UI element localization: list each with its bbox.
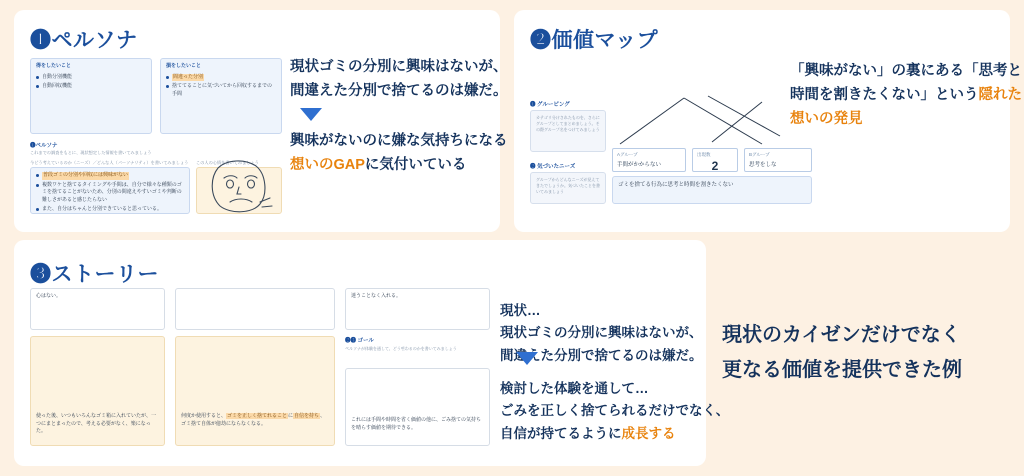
value-map-group-a (612, 148, 686, 172)
story-highlight-1: ゴミを正しく捨てれること (227, 413, 288, 419)
value-map-note (790, 60, 1022, 132)
story-top-card (345, 288, 490, 330)
story-note-2-accent: 成長する (621, 425, 676, 441)
bullet-dot-icon (36, 184, 39, 187)
story-note-1-head: 現状… (500, 303, 541, 318)
persona-detail-item-label: 複数ワケと捨てるタイミングや手間は、自分で様々な種類のゴミを捨てることがないため、分別の間違えやすいゴミや判断の難しさがあると感じたらない (42, 181, 182, 203)
story-bottom-card-spacer (36, 341, 159, 413)
value-map-needs-head: ❷ 気づいたニーズ (530, 164, 576, 170)
persona-detail-item (36, 182, 184, 205)
persona-arrow-icon (300, 108, 322, 121)
value-map-connector-lines (612, 92, 792, 152)
story-bottom-card-text: 何度か使用すると、ゴミを正しく捨てれることに自信を持ち、ゴミ捨て自体が億劫にならなくなる。 (181, 413, 326, 427)
persona-want-item (36, 74, 146, 82)
value-map-note-line2 (790, 84, 1022, 108)
value-map-needs-card (612, 176, 812, 204)
value-map-needs-text: ゴミを捨てる行為に思考と時間を割きたくない (618, 182, 734, 188)
persona-note-1-line1: 現状ゴミの分別に興味はないが、 (290, 59, 508, 75)
story-goal-head: ❷❸ ゴール (345, 338, 374, 344)
bullet-dot-icon (36, 208, 39, 211)
story-note-2-rest: 自信が持てるように (500, 425, 622, 441)
value-map-group-b-head: Bグループ (749, 152, 770, 157)
persona-face-sketch-icon (200, 158, 280, 216)
value-map-note-line3: 想いの発見 (790, 110, 863, 127)
value-map-group-a-head: Aグループ (617, 152, 638, 157)
story-bottom-card (30, 336, 165, 446)
value-map-count-head: 出現数 (697, 152, 711, 157)
value-map-needs-body: グループからどんなニーズが見えてきたでしょうか。気づいたことを書いてみましょう (536, 177, 600, 194)
story-bottom-card-spacer (351, 373, 484, 417)
story-top-card (30, 288, 165, 330)
persona-detail-sub: これまでの調査をもとに、現状想定した情報を書いてみましょう (30, 150, 152, 155)
persona-avoid-item-label: 間違った分別 (173, 73, 204, 80)
persona-note-2-accent: 想いのGAP (290, 156, 365, 173)
summary-line2: 更なる価値を提供できた例 (722, 359, 962, 381)
value-map-group-b-label: 思考をしな (749, 162, 777, 168)
story-bottom-card-spacer (181, 341, 329, 413)
persona-want-item-label: 自動回収機能 (42, 83, 73, 89)
story-top-card (175, 288, 335, 330)
story-highlight-2: 自信を持ち (294, 413, 320, 419)
persona-avoid-item (166, 83, 276, 98)
story-note-2-line2 (500, 423, 729, 445)
story-arrow-icon (516, 352, 538, 365)
story-note-2-line1: ごみを正しく捨てられるだけでなく、 (500, 403, 730, 419)
persona-note-2-line1: 興味がないのに嫌な気持ちになる (290, 133, 508, 149)
persona-avoid-item (166, 74, 276, 82)
story-note-2-head: 検討した体験を通して… (500, 381, 649, 396)
persona-detail-card (30, 167, 190, 214)
persona-detail-col-left-head: 今どう考えているのか（ニーズ）／どんな人（パーソナリティ）を書いてみましょう (30, 160, 189, 165)
summary-note (722, 318, 962, 388)
persona-panel-title: ❶ペルソナ (30, 29, 138, 52)
value-map-note-line2-rest: 時間を割きたくない」という (790, 86, 979, 103)
value-map-grouping-body: カテゴリ分けされたものを、さらにグループとしてまとめましょう。その際グループ名をつけてみましょう (536, 115, 600, 132)
persona-note-2-rest: に気付いている (364, 156, 467, 173)
story-top-card-text: 心はない。 (36, 293, 62, 299)
value-map-note-accent: 隠れた (978, 86, 1022, 103)
bullet-dot-icon (36, 85, 39, 88)
persona-want-card (30, 58, 152, 134)
persona-detail-item (36, 206, 184, 214)
story-top-card-text: 迷うことなく入れる。 (351, 293, 402, 299)
value-map-needs-desc (530, 172, 606, 204)
value-map-count-value: 2 (711, 159, 719, 173)
bullet-dot-icon (166, 85, 169, 88)
value-map-panel-title: ❷価値マップ (530, 29, 659, 52)
bullet-dot-icon (36, 174, 39, 177)
persona-note-1 (290, 56, 508, 104)
persona-avoid-item-label: 捨ててることに気づいてから回収するまでの手間 (172, 83, 273, 97)
persona-detail-item-label: 普段ゴミの分別や回収には興味がない (43, 172, 129, 178)
story-bottom-card-text: これには手間や時間を省く価値の他に、ごみ捨ての気持ちを晴らす価値を期待できる。 (351, 417, 482, 431)
story-note-2 (500, 378, 729, 445)
bullet-dot-icon (36, 76, 39, 79)
story-bottom-card-text: 使った後、いつもいろんなゴミ箱に入れていたが、一つにまとまったので、考える必要がなく、楽になった。 (36, 413, 157, 434)
bullet-dot-icon (166, 76, 169, 79)
story-note-1-line1: 現状ゴミの分別に興味はないが、 (500, 325, 703, 341)
value-map-grouping-head: ❶ グルーピング (530, 102, 570, 108)
persona-detail-col-right-head: この人の心情を書いてみましょう (196, 160, 259, 165)
value-map-group-b (744, 148, 812, 172)
persona-note-2-line2 (290, 154, 508, 178)
value-map-grouping-desc (530, 110, 606, 152)
value-map-count (692, 148, 738, 172)
story-goal-body: ペルソナが体験を通して、どう변わるのかを書いてみましょう (345, 346, 457, 351)
persona-note-2 (290, 130, 508, 178)
value-map-note-line1: 「興味がない」の裏にある「思考と (790, 63, 1022, 79)
persona-avoid-head: 損をしたいこと (166, 63, 202, 69)
persona-want-head: 得をしたいこと (36, 63, 72, 69)
story-note-1-line2: 間違えた分別で捨てるのは嫌だ。 (500, 347, 703, 363)
summary-line1: 現状のカイゼンだけでなく (722, 324, 961, 346)
value-map-group-a-label: 手間がかからない (617, 162, 662, 168)
persona-want-item (36, 83, 146, 91)
story-bottom-card (345, 368, 490, 446)
persona-want-item-label: 自動分別機能 (42, 73, 73, 80)
persona-note-1-line2: 間違えた分別で捨てるのは嫌だ。 (290, 82, 508, 99)
persona-detail-item (36, 172, 184, 180)
story-panel-title: ❸ストーリー (30, 263, 159, 286)
story-bottom-card (175, 336, 335, 446)
persona-avoid-card (160, 58, 282, 134)
persona-detail-head: ❶ペルソナ (30, 143, 58, 149)
persona-detail-item-label: また、自分はちゃんと分別できていると思っている。 (42, 206, 163, 212)
